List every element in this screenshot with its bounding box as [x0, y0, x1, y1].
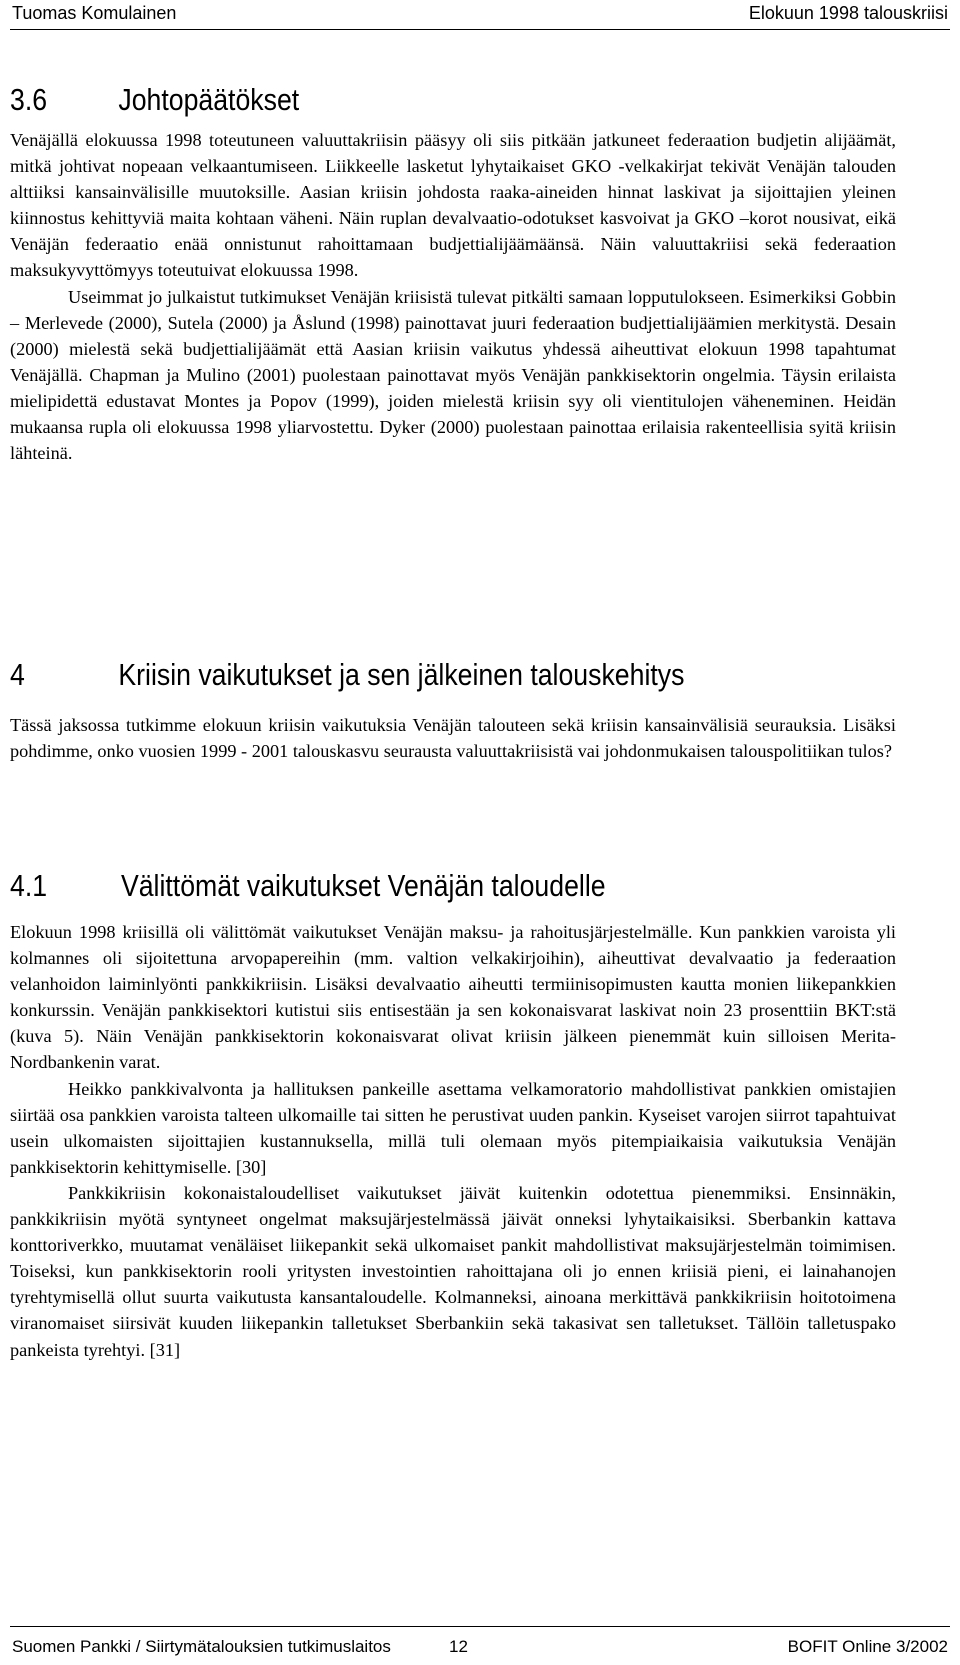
paragraph: Venäjällä elokuussa 1998 toteutuneen valuuttakriisin pääsyy oli siis pitkään jatkuneet federaation budjetin alijäämät, mitkä johtivat nopeaan velkaantumiseen. Liikkeelle lasketut lyhytaikaiset GKO -velkakirjat tekivät Venäjän talouden alttiiksi kansainvälisille muutoksille. Aasian kriisin johdosta raaka-aineiden hinnat laskivat ja sijoittajien yleinen kiinnostus kehittyviä maita kohtaan väheni. Näin ruplan devalvaatio-odotukset kasvoivat ja GKO –korot nousivat, eikä Venäjän federaatio enää onnistunut rahoittamaan budjettialijäämäänsä. Näin valuuttakriisi sekä federaation maksukyvyttömyys toteutuivat elokuussa 1998. — [10, 130, 896, 281]
section-title: Johtopäätökset — [118, 82, 300, 117]
section-heading-4-1 — [10, 868, 606, 904]
chapter-heading-4 — [10, 657, 684, 693]
footer-publisher: Suomen Pankki / Siirtymätalouksien tutkimuslaitos — [12, 1637, 391, 1656]
section-title: Välittömät vaikutukset Venäjän taloudelle — [120, 868, 606, 903]
paragraph: Pankkikriisin kokonaistaloudelliset vaikutukset jäivät kuitenkin odotettua pienemmiksi. Ensinnäkin, pankkikriisin myötä syntyneet ongelmat maksujärjestelmässä jäivät onneksi lyhytaikaisiksi. Sberbankin kattava konttoriverkko, muutamat venäläiset liikepankit sekä ulkomaiset pankit mahdollistivat maksujärjestelmän toimimisen. Toiseksi, kun pankkisektorin rooli yritysten investointien rahoittajana oli jo ennen kriisiä pieni, ei lainahanojen tyrehtymisellä ollut suurta vaikutusta kansantaloudelle. Kolmanneksi, ainoana merkittävä pankkikriisin hoitotoimena viranomaiset siirsivät kuuden liikepankin talletukset Sberbankiin sekä takasivat sen talletukset. Tällöin talletuspako pankeista tyrehtyi. [31] — [10, 1182, 896, 1360]
section-3-6-body — [10, 127, 896, 466]
paragraph: Elokuun 1998 kriisillä oli välittömät vaikutukset Venäjän maksu- ja rahoitusjärjestelmälle. Kun pankkien varoista yli kolmannes oli sijoitettuna arvopapereihin (mm. valtion velkakirjoihin), aiheuttivat devalvaatio ja federaation velanhoidon laiminlyönti pankkikriisin. Lisäksi devalvaatio aiheutti termiinisopimusten kautta monien liikepankkien konkurssin. Venäjän pankkisektori kutistui siis entisestään ja sen kokonaisvarat laskivat noin 23 prosenttiin BKT:stä (kuva 5). Näin Venäjän pankkisektorin kokonaisvarat olivat kriisin jälkeen pienemmät kuin silloisen Merita-Nordbankenin varat. — [10, 922, 896, 1073]
footer-rule — [10, 1626, 950, 1627]
header-author: Tuomas Komulainen — [12, 3, 177, 23]
section-number: 4.1 — [10, 868, 48, 903]
paragraph: Tässä jaksossa tutkimme elokuun kriisin vaikutuksia Venäjän talouteen sekä kriisin kansainvälisiä seurauksia. Lisäksi pohdimme, onko vuosien 1999 - 2001 talouskasvu seurausta valuuttakriisistä vai johdonmukaisen talouspolitiikan tulos? — [10, 715, 896, 762]
paragraph: Useimmat jo julkaistut tutkimukset Venäjän kriisistä tulevat pitkälti samaan lopputulokseen. Esimerkiksi Gobbin – Merlevede (2000), Sutela (2000) ja Åslund (1998) painottavat juuri federaation budjettialijäämien merkitystä. Desain (2000) mielestä sekä budjettialijäämät että Aasian kriisin vaikutus yhdessä aiheuttivat elokuun 1998 tapahtumat Venäjällä. Chapman ja Mulino (2001) puolestaan painottavat myös Venäjän pankkisektorin ongelmia. Täysin erilaista mielipidettä edustavat Montes ja Popov (1999), joiden mielestä kriisin syy oli vientitulojen väheneminen. Heidän mukaansa rupla oli elokuussa 1998 yliarvostettu. Dyker (2000) puolestaan painottaa erilaisia rakenteellisia syitä kriisin lähteinä. — [10, 286, 896, 464]
section-number: 3.6 — [10, 82, 48, 117]
chapter-4-body — [10, 712, 896, 764]
footer-series: BOFIT Online 3/2002 — [787, 1637, 948, 1656]
section-4-1-body — [10, 919, 896, 1363]
footer-page-number: 12 — [449, 1637, 468, 1656]
chapter-number: 4 — [10, 657, 25, 692]
chapter-title: Kriisin vaikutukset ja sen jälkeinen talouskehitys — [118, 657, 685, 692]
header-title: Elokuun 1998 talouskriisi — [748, 3, 948, 23]
paragraph: Heikko pankkivalvonta ja hallituksen pankeille asettama velkamoratorio mahdollistivat pankkien omistajien siirtää osa pankkien varoista talteen ulkomaille tai sitten he perustivat uuden pankin. Kyseiset varojen siirrot tapahtuivat usein ulkomaisten sijoittajien kustannuksella, millä tuli olemaan myös pitempiaikaisia vaikutuksia Venäjän pankkisektorin kehittymiselle. [30] — [10, 1078, 896, 1177]
section-heading-3-6 — [10, 82, 299, 118]
header-rule — [10, 29, 950, 30]
